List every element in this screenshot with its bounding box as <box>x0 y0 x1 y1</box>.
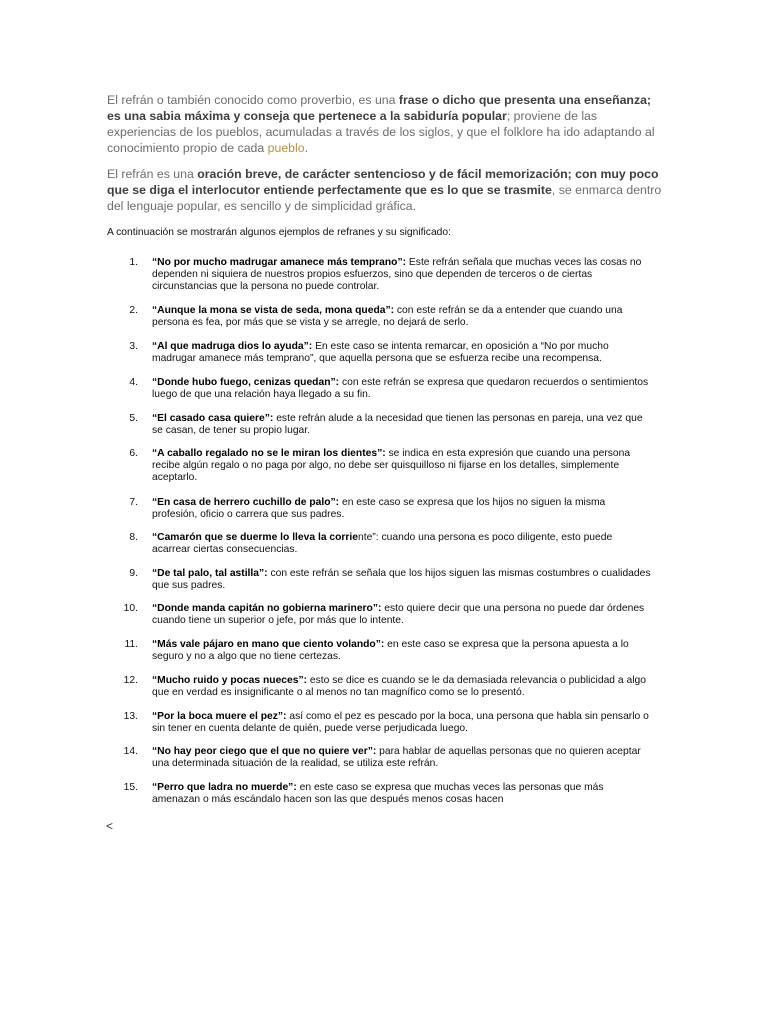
item-meaning: así como el pez es pescado por la boca, una persona que habla sin pensarlo o sin tener en cuenta delante de quién, puede verse perjudicada luego. <box>152 711 649 735</box>
item-meaning: En este caso se intenta remarcar, en oposición a “No por mucho madrugar amanece más temprano”, que aquella persona que se esfuerza recibe una recompensa. <box>152 341 609 365</box>
item-meaning: esto quiere decir que una persona no puede dar órdenes cuando tiene un superior o jefe, por más que lo intente. <box>152 603 645 627</box>
intro-p1-text-1: El refrán o también conocido como proverbio, es una <box>107 93 399 107</box>
item-text <box>152 746 652 770</box>
item-number: 15. <box>123 782 138 793</box>
intro-paragraph-1 <box>107 92 663 156</box>
item-meaning: en este caso se expresa que los hijos no siguen la misma profesión, oficio o carrera que sus padres. <box>152 497 606 521</box>
item-refran: “A caballo regalado no se le miran los dientes”: <box>152 448 386 459</box>
item-text <box>152 377 652 401</box>
pueblo-link[interactable]: pueblo <box>267 141 305 155</box>
item-text <box>152 639 652 663</box>
item-number: 4. <box>129 377 138 388</box>
item-text <box>152 711 652 735</box>
item-meaning: este refrán alude a la necesidad que tienen las personas en pareja, una vez que se casan, de tener su propio lugar. <box>152 413 643 437</box>
item-text <box>152 413 652 437</box>
item-text <box>152 448 652 485</box>
item-meaning: con este refrán se señala que los hijos siguen las mismas costumbres o cualidades que sus padres. <box>152 568 651 592</box>
item-text <box>152 568 652 592</box>
item-text <box>152 497 652 521</box>
item-refran: “En casa de herrero cuchillo de palo”: <box>152 497 340 508</box>
item-meaning: Este refrán señala que muchas veces las cosas no dependen ni siquiera de nuestros propios esfuerzos, sino que dependen de terceros o de ciertas circunstancias que la persona no puede controlar. <box>152 257 642 293</box>
item-number: 8. <box>129 532 138 543</box>
item-refran: “Al que madruga dios lo ayuda”: <box>152 341 313 352</box>
item-refran: “Mucho ruido y pocas nueces”: <box>152 675 308 686</box>
item-refran: “No por mucho madrugar amanece más temprano”: <box>152 257 407 268</box>
trailing-character: < <box>106 819 114 833</box>
item-text <box>152 341 652 365</box>
item-number: 12. <box>123 675 138 686</box>
item-number: 6. <box>129 448 138 459</box>
intro-p2-text-1: El refrán es una <box>107 167 198 181</box>
item-refran: “Más vale pájaro en mano que ciento volando”: <box>152 639 385 650</box>
item-number: 7. <box>129 497 138 508</box>
item-meaning: con este refrán se da a entender que cuando una persona es fea, por más que se vista y se arregle, no dejará de serlo. <box>152 305 623 329</box>
item-refran: “Camarón que se duerme lo lleva la corrie <box>152 532 359 543</box>
item-refran: “De tal palo, tal astilla”: <box>152 568 268 579</box>
item-number: 9. <box>129 568 138 579</box>
item-text <box>152 305 652 329</box>
item-refran: “Por la boca muere el pez”: <box>152 711 287 722</box>
list-intro: A continuación se mostrarán algunos ejemplos de refranes y su significado: <box>107 227 451 238</box>
item-meaning: nte”: cuando una persona es poco diligente, esto puede acarrear ciertas consecuencias. <box>152 532 613 556</box>
intro-p2-bold: oración breve, de carácter sentencioso y de fácil memorización; con muy poco que se diga el interlocutor entiende perfectamente que es lo que se trasmite <box>107 167 659 197</box>
item-meaning: esto se dice es cuando se le da demasiada relevancia o publicidad a algo que en verdad es insignificante o al menos no tan magnífico como se lo presentó. <box>152 675 646 699</box>
item-text <box>152 675 652 699</box>
item-number: 11. <box>124 639 138 650</box>
item-meaning: para hablar de aquellas personas que no quieren aceptar una determinada situación de la realidad, se utiliza este refrán. <box>152 746 641 770</box>
item-refran: “Donde hubo fuego, cenizas quedan”: <box>152 377 340 388</box>
item-refran: “No hay peor ciego que el que no quiere ver”: <box>152 746 377 757</box>
item-number: 13. <box>123 711 138 722</box>
item-text <box>152 532 652 556</box>
item-text <box>152 257 652 294</box>
item-refran: “Aunque la mona se vista de seda, mona queda”: <box>152 305 395 316</box>
intro-paragraph-2 <box>107 166 663 214</box>
item-meaning: se indica en esta expresión que cuando una persona recibe algún regalo o no paga por algo, no debe ser quisquilloso ni fijarse en los detalles, simplemente aceptarlo. <box>152 448 631 484</box>
intro-p1-bold: frase o dicho que presenta una enseñanza; es una sabia máxima y conseja que pertenece a la sabiduría popular <box>107 93 652 123</box>
item-text <box>152 603 652 627</box>
item-meaning: en este caso se expresa que la persona apuesta a lo seguro y no a algo que no tiene certezas. <box>152 639 629 663</box>
item-number: 2. <box>129 305 138 316</box>
item-number: 3. <box>129 341 138 352</box>
item-text <box>152 782 652 806</box>
intro-p1-text-2: ; proviene de las experiencias de los pueblos, acumuladas a través de los siglos, y que el folklore ha ido adaptando al conocimiento propio de cada <box>107 109 655 155</box>
item-refran: “El casado casa quiere”: <box>152 413 274 424</box>
item-refran: “Donde manda capitán no gobierna marinero”: <box>152 603 382 614</box>
item-refran: “Perro que ladra no muerde”: <box>152 782 297 793</box>
item-number: 1. <box>129 257 138 268</box>
intro-p2-text-2: , se enmarca dentro del lenguaje popular, es sencillo y de simplicidad gráfica. <box>107 183 662 213</box>
intro-p1-text-3: . <box>304 141 309 155</box>
item-number: 14. <box>123 746 138 757</box>
item-meaning: con este refrán se expresa que quedaron recuerdos o sentimientos luego de que una relación haya llegado a su fin. <box>152 377 649 401</box>
item-number: 10. <box>123 603 138 614</box>
item-number: 5. <box>129 413 138 424</box>
item-meaning: en este caso se expresa que muchas veces las personas que más amenazan o más escándalo hacen son las que después menos cosas hacen <box>152 782 604 806</box>
